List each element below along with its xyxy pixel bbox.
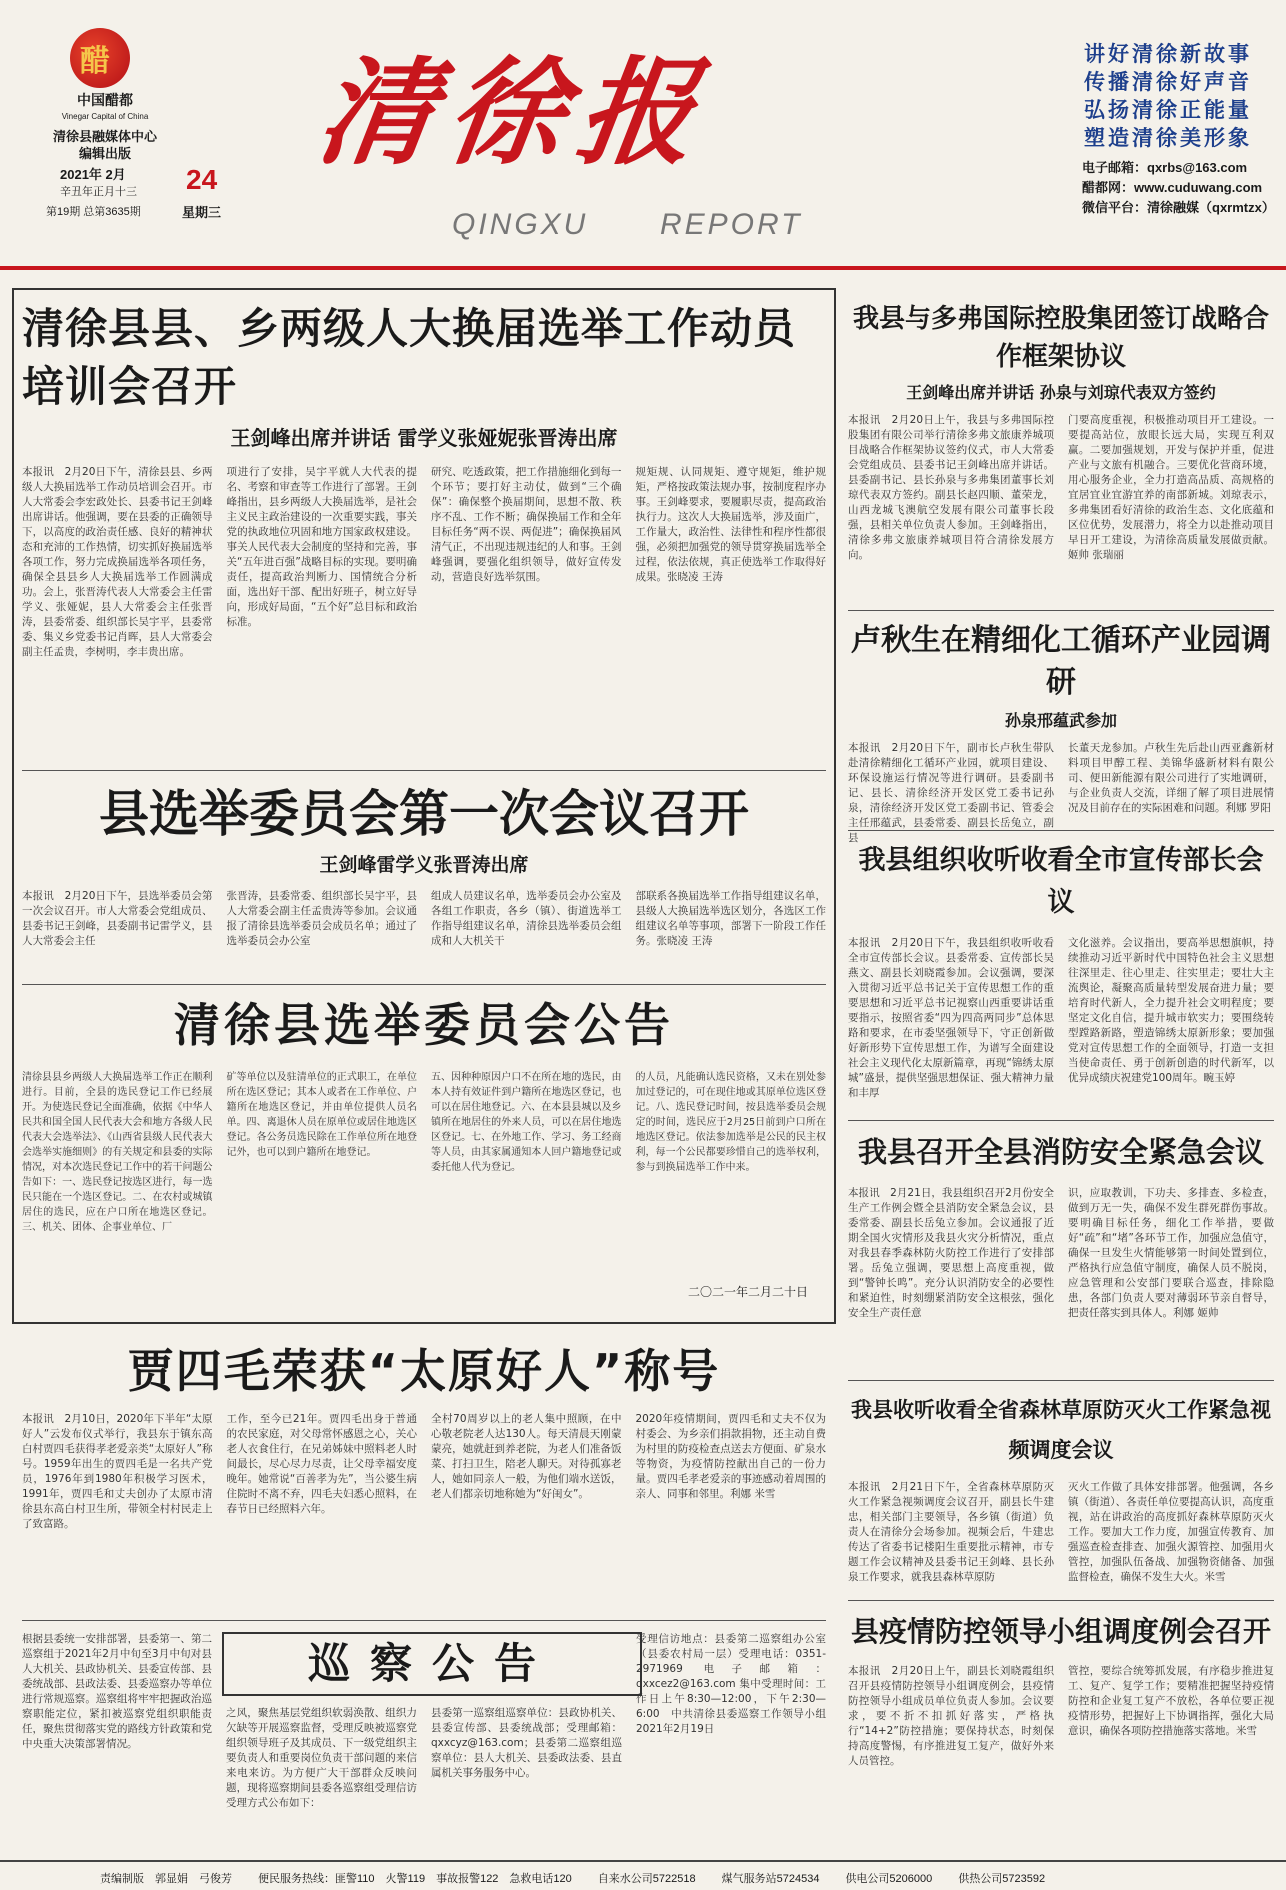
article-4-text: 2020年疫情期间，贾四毛和丈夫不仅为村委会、为乡亲们捐款捐物，还主动自费为村里的防疫检查点送去方便面、矿泉水等物资，为疫情防控献出自己的一份力量。贾四毛孝老爱亲的事迹感动着周围的亲人、同事和邻里。利娜 米雪	[635, 1413, 826, 1500]
org-name: 清徐县融媒体中心	[52, 129, 157, 144]
article-r4	[848, 1130, 1274, 1366]
article-3-text: 矿等单位以及驻清单位的正式职工，在单位所在选区登记；其本人或者在工作单位、户籍所在地选区登记，并由单位提供人员名单。四、离退休人员在原单位或居住地选区登记。各公务员选民除在工作单位所在地登记外，也可以到户籍所在地登记。	[226, 1072, 417, 1158]
article-r3	[848, 840, 1274, 1156]
weekday: 星期三	[182, 205, 222, 220]
email: 电子邮箱：qxrbs@163.com	[1082, 160, 1248, 175]
article-4-text: 本报讯 2月10日，2020年下半年“太原好人”云发布仪式举行，我县东于镇东高白村贾四毛获得孝老爱亲类“太原好人”称号。1959年出生的贾四毛是一名共产党员，1976年到1980年积极学习医术，1991年，贾四毛和丈夫创办了太原市清徐县东高白村卫生所，带领全村村民走上了致富路。	[22, 1413, 213, 1530]
lunar-date: 辛丑年正月十三	[60, 186, 137, 198]
divider	[22, 770, 826, 771]
article-r1-subtitle: 王剑峰出席并讲话 孙泉与刘琼代表双方签约	[906, 383, 1216, 402]
article-1-text: 规矩规、认同规矩、遵守规矩，维护规矩，严格按政策法规办事，按制度程序办事。王剑峰要求，要履职尽责，提高政治执行力。这次人大换届选举，涉及面广，工作量大，政治性、法律性和程序性都很强，必须把加强党的领导贯穿换届选举全过程，依法依规，真正使选举工作取得好成果。张晓凌 王涛	[635, 466, 826, 583]
pinyin-left: QINGXU	[452, 208, 589, 241]
logo-icon: 醋	[70, 28, 130, 88]
article-1-title: 清徐县县、乡两级人大换届选举工作动员培训会召开	[22, 304, 797, 411]
divider	[848, 1380, 1274, 1381]
divider	[848, 1600, 1274, 1601]
article-5-text: 受理信访地点：县委第二巡察组办公室（县委农村局一层）受理电话：0351-2971969 电子邮箱：qxxcez2@163.com 集中受理时间：工作日上午8:30—12:00，下午2:30—6:00 中共清徐县委巡察工作领导小组 2021年2月19日	[636, 1633, 837, 1735]
org-publish: 编辑出版	[78, 146, 131, 161]
footer-heat: 供热公司5723592	[958, 1873, 1046, 1885]
article-r2	[848, 620, 1274, 851]
article-1-text: 项进行了安排，吴宇平就人大代表的提名、考察和审查等工作进行了部署。王剑峰指出，县乡两级人大换届选举，是社会主义民主政治建设的一次重要实践，事关党的执政地位巩固和地方国家政权建设。事关人民代表大会制度的坚持和完善，事关“五年进百强”战略目标的实现。要明确责任，提高政治判断力、国情统合分析面，选出好干部、配出好班子，树立好导向，形成好局面，“五个好”总目标和政治标准。	[226, 466, 417, 628]
article-3-title: 清徐县选举委员会公告	[174, 998, 674, 1052]
footer-editor: 责编制版 郭显娟 弓俊芳	[100, 1873, 232, 1885]
article-r1-text: 本报讯 2月20日上午，我县与多弗国际控股集团有限公司举行清徐多弗文旅康养城项目战略合作框架协议签约仪式，市人大常委会党组成员、县委书记王剑峰出席并讲话。县委副书记、县长孙泉与多弗集团董事长刘琼代表双方签约。副县长赵四顺、董荣龙，山西龙城飞澳航空发展有限公司董事长段强，县相关单位负责人参加。王剑峰指出，清徐多弗文旅康养城项目符合清徐发展方向。	[848, 414, 1054, 561]
article-r1	[848, 300, 1274, 613]
article-3-text: 的人员，凡能确认选民资格，又未在别处参加过登记的，可在现住地或其原单位选区登记。八、选民登记时间，按县选举委员会规定的时间，选民应于2月25日前到户口所在地选区登记。依法参加选举是公民的民主权利，每一个公民都要珍惜自己的选举权利，参与到换届选举工作中来。	[635, 1072, 826, 1173]
logo-text: 中国醋都	[77, 92, 133, 108]
article-r5	[848, 1390, 1274, 1630]
article-r5-text: 本报讯 2月21日下午，全省森林草原防灭火工作紧急视频调度会议召开，副县长牛建忠，相关部门主要领导，各乡镇（街道）负责人在清徐分会场参加。视频会后，牛建忠传达了省委书记楼阳生重要批示精神，市专题工作会议精神及县委书记王剑峰、县长孙泉工作要求，就我县森林草原防	[848, 1481, 1054, 1583]
article-4-text: 全村70周岁以上的老人集中照顾，在中心敬老院老人达130人。每天清晨天刚蒙蒙亮，她就赶到养老院，为老人们准备饭菜、打扫卫生，陪老人聊天。对待孤寡老人，她如同亲人一般，为他们端水送饭，老人们都亲切地称她为“好闺女”。	[431, 1413, 622, 1500]
article-r4-text: 识，应取教训，下功夫、多排查、多检查，做到万无一失，确保不发生群死群伤事故。要明确目标任务，细化工作举措，要做好“疏”和“堵”各环节工作，加强应急值守，确保一旦发生火情能够第一时间处置到位，严格执行应急值守制度，确保人员不脱岗，应急管理和公安部门要联合巡查，排除隐患，各部门负责人要对薄弱环节亲自督导，把责任落实到具体人。利娜 姬帅	[1068, 1187, 1274, 1319]
day-number: 24	[186, 164, 218, 195]
article-r3-text: 本报讯 2月20日下午，我县组织收听收看全市宣传部长会议。县委常委、宣传部长吴燕文、副县长刘晓霞参加。会议强调，要深入贯彻习近平总书记关于宣传思想工作的重要思想和习近平总书记视察山西重要讲话重要指示，按照省委“四为四高两同步”总体思路和要求，在市委坚强领导下，守正创新做好新形势下宣传思想工作，为谱写全面建设社会主义现代化太原新篇章，再现“锦绣太原城”盛景，提供坚强思想保证、强大精神力量和丰厚	[848, 937, 1054, 1099]
article-r2-title: 卢秋生在精细化工循环产业园调研	[851, 623, 1271, 700]
contact-info	[1082, 158, 1275, 218]
article-1	[22, 300, 826, 795]
article-r2-text: 本报讯 2月20日下午，副市长卢秋生带队赴清徐精细化工循环产业园，就项目建设、环保设施运行情况等进行调研。县委副书记、县长、清徐经济开发区党工委书记孙泉，清徐经济开发区党工委副书记、管委会主任邢蕴武，县委常委、副县长岳兔立，副县	[848, 742, 1054, 844]
wechat: 微信平台：清徐融媒（qxrmtzx）	[1082, 200, 1275, 215]
article-r2-text: 长董天龙参加。卢秋生先后赴山西亚鑫新材料项目甲醇工程、美锦华盛新材料有限公司、便田新能源有限公司进行了实地调研，与企业负责人交流，详细了解了项目进展情况及目前存在的实际困难和问题。利娜 罗阳	[1068, 742, 1274, 814]
article-r4-text: 本报讯 2月21日，我县组织召开2月份安全生产工作例会暨全县消防安全紧急会议，县委常委、副县长岳兔立参加。会议通报了近期全国火灾情形及我县火灾分析情况，重点对我县春季森林防火防控工作进行了安排部署。岳兔立强调，要思想上高度重视，做到“警钟长鸣”。充分认识消防安全的必要性和紧迫性，时刻绷紧消防安全这根弦，强化安全生产责任意	[848, 1187, 1054, 1319]
article-2-text: 本报讯 2月20日下午，县选举委员会第一次会议召开。市人大常委会党组成员、县委书记王剑峰，县委副书记雷学义，县人大常委会主任	[22, 890, 213, 947]
article-r6-title: 县疫情防控领导小组调度例会召开	[850, 1615, 1271, 1648]
newspaper-flag: 清徐报	[309, 45, 719, 181]
issue-date: 2021年 2月	[60, 167, 126, 182]
article-4-title: 贾四毛荣获“太原好人”称号	[127, 1344, 721, 1398]
article-2-title: 县选举委员会第一次会议召开	[99, 785, 749, 843]
article-5-title: 巡察公告	[307, 1639, 556, 1688]
divider	[848, 610, 1274, 611]
slogan-4: 塑造清徐美形象	[1084, 125, 1252, 150]
slogan-1: 讲好清徐新故事	[1084, 41, 1252, 66]
article-3-text: 五、因种种原因户口不在所在地的选民，由本人持有效证件到户籍所在地选区登记，也可以在居住地登记。六、在本县县城以及乡镇所在地居住的外来人员，可以在居住地选区登记。七、在外地工作、学习、务工经商等人员，由其家属通知本人回户籍地登记或委托他人代为登记。	[431, 1072, 622, 1173]
article-5-text: 之风，聚焦基层党组织软弱涣散、组织力欠缺等开展巡察监督，受理反映被巡察党组织领导班子及其成员、下一级党组织主要负责人和重要岗位负责干部问题的来信来电来访。为方便广大干部群众反映问题，现将巡察期间县委各巡察组受理信访受理方式公布如下：	[226, 1707, 417, 1809]
article-1-text: 研究、吃透政策，把工作措施细化到每一个环节；要打好主动仗，做到“三个确保”：确保整个换届期间，思想不散、秩序不乱、工作不断；确保换届工作和全年目标任务“两不误、两促进”；确保换届风清气正，不出现违规违纪的人和事。王剑峰强调，要强化组织领导，做好宣传发动，营造良好选举氛围。	[431, 466, 622, 583]
footer-power: 供电公司5206000	[845, 1873, 933, 1885]
divider	[22, 984, 826, 985]
article-r3-text: 文化滋养。会议指出，要高举思想旗帜，持续推动习近平新时代中国特色社会主义思想往深里走、往心里走、往实里走；要壮大主流舆论，凝聚高质量转型发展奋进力量；要培育时代新人，全力提升社会文明程度；要坚定文化自信，提升城市软实力；要围绕转型蹚路新路，塑造锦绣太原新形象；要加强党对宣传思想工作的全面领导，打造一支担当使命责任、勇于创新创造的时代新军，以优异成绩庆祝建党100周年。畹玉婷	[1068, 937, 1274, 1084]
article-r4-title: 我县召开全县消防安全紧急会议	[857, 1135, 1264, 1169]
article-r1-title: 我县与多弗国际控股集团签订战略合作框架协议	[852, 304, 1269, 372]
article-2-text: 部联系各换届选举工作指导组建议名单，县级人大换届选举选区划分，各选区工作组建议名单等事项，部署下一阶段工作任务。张晓凌 王涛	[635, 890, 826, 947]
footer	[0, 1860, 1286, 1890]
article-5-text: 根据县委统一安排部署，县委第一、第二巡察组于2021年2月中旬至3月中旬对县人大机关、县政协机关、县委宣传部、县委统战部、县政法委、县委巡察办等单位进行常规巡察。巡察组将牢牢把握政治巡察职能定位，紧扣被巡察党组织职能责任，聚焦贯彻落实党的路线方针政策和党中央重大决策部署情况。	[22, 1633, 212, 1750]
article-r5-text: 灭火工作做了具体安排部署。他强调，各乡镇（街道）、各责任单位要提高认识，高度重视，站在讲政治的高度抓好森林草原防灭火工作。要加大工作力度，加强宣传教育、加强巡查检查排查、加强火源管控、加强用火管控，加强队伍备战、加强物资储备、加强监督检查，确保不发生大火。米雪	[1068, 1481, 1274, 1583]
pinyin-right: REPORT	[660, 208, 803, 241]
slogans	[1084, 40, 1252, 152]
article-r2-subtitle: 孙泉邢蕴武参加	[1004, 711, 1117, 730]
article-1-subtitle: 王剑峰出席并讲话 雷学义张娅妮张晋涛出席	[230, 426, 618, 450]
masthead	[0, 0, 1286, 270]
issue-number: 第19期 总第3635期	[46, 206, 141, 218]
article-1-text: 本报讯 2月20日下午，清徐县县、乡两级人大换届选举工作动员培训会召开。市人大常委会李宏政处长、县委书记王剑峰出席讲话。他强调，要在县委的正确领导下，以高度的政治责任感、良好的精神状态和充沛的工作热情，切实抓好换届选举各项工作，努力完成换届选举各项任务，确保全县县乡人大换届选举工作圆满成功。会上，张晋涛代表人大常委会主任雷学义、张娅妮，县人大常委会主任张晋涛，县委常委、组织部长吴宇平，县委常委、集义乡党委书记肖晖，县人大常委会副主任孟贵，李树明，李丰贵出席。	[22, 466, 213, 658]
slogan-3: 弘扬清徐正能量	[1084, 97, 1252, 122]
article-r6-text: 管控，要综合统筹抓发展，有序稳步推进复工、复产、复学工作；要精准把握坚持疫情防控和企业复工复产不放松，各单位要正视疫情形势，把握好上下协调指挥，强化大局意识，确保各项防控措施落实落地。米雪	[1068, 1665, 1274, 1737]
divider	[22, 1620, 826, 1621]
article-r3-title: 我县组织收听收看全市宣传部长会议	[858, 845, 1264, 918]
article-2-text: 组成人员建议名单，选举委员会办公室及各组工作职责，各乡（镇）、街道选举工作指导组建议名单，清徐县选举委员会组成和人大机关干	[431, 890, 622, 947]
article-3-text: 清徐县县乡两级人大换届选举工作正在顺利进行。目前，全县的选民登记工作已经展开。为使选民登记全面准确，依据《中华人民共和国全国人民代表大会和地方各级人民代表大会选举法》、《山西省县级人民代表大会选举实施细则》的有关规定和县委的实际情况，对本次选民登记工作中的若干问题公告如下：一、选民登记按选区进行，每一选民只能在一个选区登记。二、在农村或城镇居住的选民，应在户口所在地选区登记。三、机关、团体、企事业单位、厂	[22, 1072, 213, 1233]
article-r6	[848, 1610, 1274, 1834]
article-3	[22, 994, 826, 1300]
footer-water: 自来水公司5722518	[597, 1873, 696, 1885]
announcement-date: 二〇二一年二月二十日	[687, 1285, 808, 1299]
website: 醋都网：www.cuduwang.com	[1082, 180, 1263, 195]
logo-sub: Vinegar Capital of China	[61, 112, 149, 121]
article-4-text: 工作，至今已21年。贾四毛出身于普通的农民家庭，对父母常怀感恩之心，关心老人衣食住行，在兄弟姊妹中照料老人时间最长，尽心尽力尽责，让父母幸福安度晚年。她常说“百善孝为先”，当公婆生病住院时不离不弃，四毛夫妇悉心照料，在春节日已经照料六年。	[226, 1413, 417, 1515]
footer-gas: 煤气服务站5724534	[721, 1873, 820, 1885]
article-5-text: 县委第一巡察组巡察单位：县政协机关、县委宣传部、县委统战部；受理邮箱：qxxcyz@163.com；县委第二巡察组巡察单位：县人大机关、县委政法委、县直属机关事务服务中心。	[431, 1707, 622, 1779]
article-2-subtitle: 王剑峰雷学义张晋涛出席	[319, 854, 529, 876]
article-r5-title: 我县收听收看全省森林草原防灭火工作紧急视频调度会议	[851, 1398, 1271, 1462]
footer-hotlines: 便民服务热线：匪警110 火警119 事故报警122 急救电话120	[258, 1873, 572, 1885]
slogan-2: 传播清徐好声音	[1084, 69, 1252, 94]
article-2-text: 张晋涛，县委常委、组织部长吴宇平，县人大常委会副主任孟贵涛等参加。会议通报了清徐县选举委员会成员名单；通过了选举委员会办公室	[226, 890, 417, 947]
article-r6-text: 本报讯 2月20日上午，副县长刘晓霞组织召开县疫情防控领导小组调度例会，县疫情防控领导小组成员单位负责人参加。会议要求，要不折不扣抓好落实，严格执行“14+2”防控措施；要保持状态，时刻保持高度警惕，有序推进复工复产，做好外来人员管控。	[848, 1665, 1054, 1767]
article-4	[22, 1340, 826, 1582]
divider	[848, 830, 1274, 831]
divider	[848, 1120, 1274, 1121]
article-r1-text: 门要高度重视，积极推动项目开工建设。一要提高站位，放眼长远大局，实现互利双赢。二要加强规划，开发与保护并重，促进产业与文旅有机融合。三要优化营商环境，用心服务企业，全力打造高品质、高规格的宜居宜业宜游宜养的南部新城。刘琼表示，多弗集团看好清徐的政治生态、文化底蕴和区位优势，发展潜力，将全力以赴推动项目早日开工建设，为清徐高质量发展做贡献。姬帅 张瑞丽	[1068, 414, 1274, 561]
article-2	[22, 782, 826, 953]
